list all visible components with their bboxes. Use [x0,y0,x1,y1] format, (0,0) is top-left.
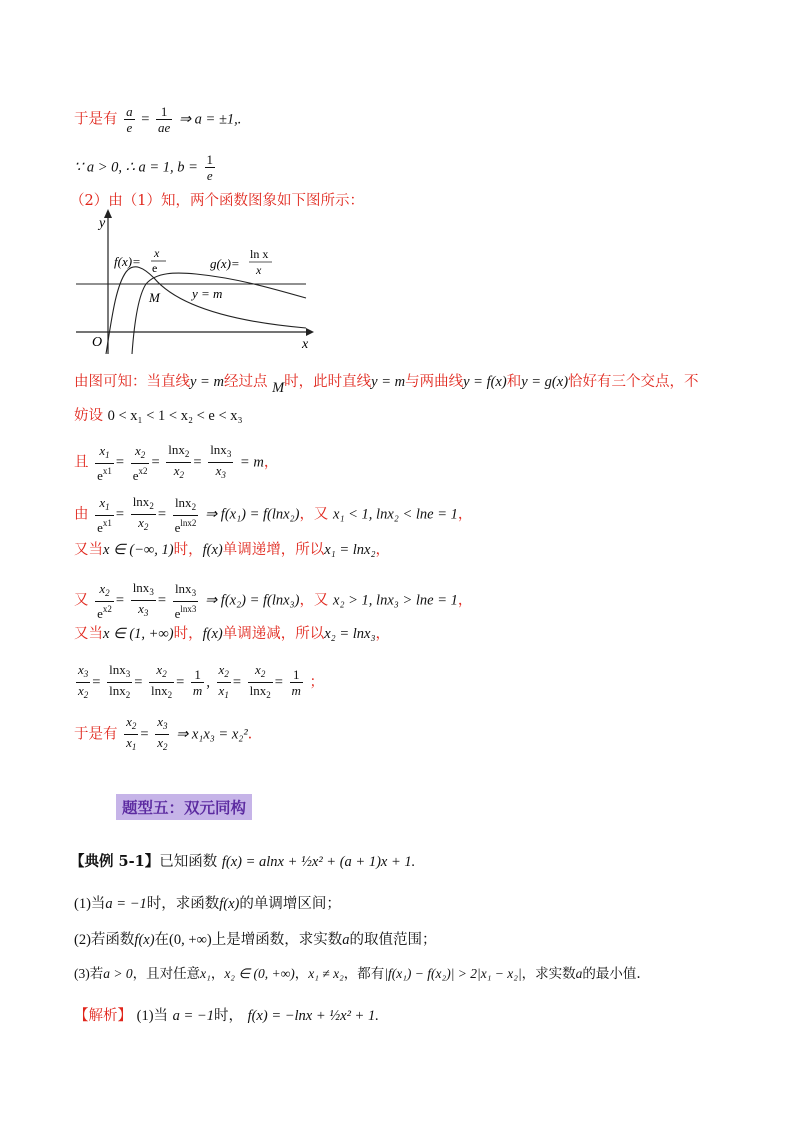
q3-c: ，且对任意 [132,966,201,982]
line-12: 于是有 $\frac{x_2}{x_1}$ = $\frac{x_3}{x_2}$ ⇒ x₁x₃ = x₂². [74,714,253,752]
x-arrow-icon [306,328,314,336]
l2-text: ∵ a > 0, ∴ a = 1, b = [74,159,198,176]
l10-g: ， [375,626,391,642]
g-den: x [256,263,262,277]
sol-b: a = −1 [172,1008,214,1024]
line-3: （2）由（1）知，两个函数图象如下图所示： [70,193,364,209]
l4-c: 经过点 [223,374,268,390]
example-line [70,852,415,872]
l4-f: y = m [371,374,406,390]
line-label: y = m [192,286,223,301]
function-graph [66,206,316,354]
l7-a: 由 [74,506,89,523]
l4-h: y = f(x) [463,374,507,390]
q1-e: 的单调增区间； [239,896,341,912]
frac-1-over-ae: $\frac{1}{ae}$ [158,104,171,135]
question-3 [74,964,641,984]
l12-mid: ⇒ x₁x₃ = x₂² [176,726,248,743]
g-label: g(x)= [210,256,240,271]
q3-n: (3) [74,966,90,981]
line-2 [74,152,217,183]
l4-j: y = g(x) [521,374,569,390]
q3-f: x₂ ∈ (0, +∞) [224,966,295,981]
l12-a: 于是有 [74,726,118,743]
q2-c: 在 [154,932,170,948]
sol-d: f(x) = −lnx + ½x² + 1. [247,1008,379,1024]
l10-e: 单调递减，所以 [222,626,325,642]
l4-b: y = m [190,374,224,390]
example-text: 已知函数 [159,854,218,870]
q1-n: (1) [74,896,91,912]
solution-tag: 【解析】 [74,1008,132,1024]
q3-m: 的最小值. [582,966,641,982]
q3-d: x₁ [200,966,211,981]
q2-n: (2) [74,932,91,948]
l10-d: f(x) [202,626,223,642]
l4-a: 由图可知：当直线 [74,374,190,390]
q1-a: 当 [90,896,106,912]
q3-b: a > 0 [103,966,133,981]
line-11: $\frac{x_3}{x_2}$ = $\frac{\ln x_3}{\ln x_2}$ = $\frac{x_2}{\ln x_2}$ = $\frac{1}{m}$ , $\frac{x_2}{x_1}$ = $\frac{x_2}{\ln x_2}$ = $\frac{1}{m}$ ； [78,662,325,700]
q3-l: a [575,966,583,981]
q2-f: a [342,932,350,948]
solution-line [74,1006,379,1026]
l11-end: ； [309,674,325,691]
q2-a: 若函数 [90,932,135,948]
f-num: x [154,246,160,260]
origin-label: O [92,335,103,350]
l8-a: 又当 [74,542,103,558]
example-formula: f(x) = alnx + ½x² + (a + 1)x + 1. [221,854,416,870]
l9-b: ，又 [299,592,329,609]
q1-d: f(x) [219,896,240,912]
l10-c: 时， [173,626,203,642]
l6-tail: = m [239,454,264,471]
l9-a: 又 [74,592,89,609]
q3-g: ， [294,966,309,982]
x-axis-label: x [302,337,309,352]
line-9: 又 $\frac{x_2}{e^{x2}}$ = $\frac{\ln x_3}{x_3}$ = $\frac{\ln x_3}{e^{lnx3}}$ ⇒ f(x₂) = f(lnx₃)，又 x₂ > 1, lnx₃ > lne = 1， [74,580,473,621]
line-4 [74,372,699,398]
question-1 [74,894,341,914]
l1-tail: ⇒ a = ±1,. [178,111,242,128]
l4-k: 恰好有三个交点，不 [568,374,699,390]
l7-mid: ⇒ f(x₁) = f(lnx₂) [205,506,300,523]
f-label: f(x)= [114,254,141,269]
l12-end: . [247,726,253,743]
q1-b: a = −1 [105,896,147,912]
l7-d: ， [457,506,473,523]
q3-a: 若 [89,966,104,982]
q2-e: 上是增函数，求实数 [211,932,343,948]
example-tag: 【典例 5-1】 [70,853,160,870]
l7-b: ，又 [299,506,329,523]
l8-d: f(x) [202,542,223,558]
l6-end: ， [263,454,279,471]
line-6: 且 $\frac{x_1}{e^{x1}}$ = $\frac{x_2}{e^{x2}}$ = $\frac{\ln x_2}{x_2}$ = $\frac{\ln x_3}{x_3}$ = m， [74,442,279,483]
question-2 [74,930,436,950]
l10-a: 又当 [74,626,103,642]
l4-i: 和 [506,374,522,390]
q3-j: |f(x₁) − f(x₂)| > 2|x₁ − x₂| [384,966,522,981]
q1-c: 时，求函数 [146,896,220,912]
l8-g: ， [375,542,391,558]
frac-1-over-e: $\frac{1}{e}$ [206,152,214,183]
l9-mid: ⇒ f(x₂) = f(lnx₃) [205,592,300,609]
l4-e: 时，此时直线 [284,374,372,390]
line-1: 于是有 $\frac{a}{e}$ = $\frac{1}{ae}$ ⇒ a = ±1,. [74,104,242,135]
q3-e: ， [210,966,225,982]
f-den: e [152,261,158,275]
y-axis-label: y [99,216,106,231]
l6-a: 且 [74,454,89,471]
line-8 [74,540,390,560]
q3-i: ，都有 [343,966,385,982]
l10-b: x ∈ (1, +∞) [103,626,174,642]
sol-c: 时， [213,1008,243,1024]
l9-d: ， [457,592,473,609]
sol-n: (1) [136,1008,154,1024]
q3-h: x₁ ≠ x₂ [308,966,344,981]
l8-e: 单调递增，所以 [222,542,325,558]
sol-a: 当 [153,1008,169,1024]
q2-d: (0, +∞) [169,932,212,948]
q2-g: 的取值范围； [349,932,437,948]
l8-c: 时， [173,542,203,558]
g-num: ln x [250,247,269,261]
curve-f [106,267,306,354]
q3-k: ，求实数 [521,966,576,982]
l10-f: x₂ = lnx₃ [324,626,376,642]
l8-b: x ∈ (−∞, 1) [103,542,174,558]
line-10 [74,624,390,644]
l5-a: 妨设 [74,408,103,424]
l9-c: x₂ > 1, lnx₃ > lne = 1 [333,592,458,609]
l8-f: x₁ = lnx₂ [324,542,376,558]
point-m-label: M [149,290,160,305]
q2-b: f(x) [134,932,155,948]
section-heading: 题型五：双元同构 [116,794,252,820]
l1-prefix: 于是有 [74,111,118,128]
l7-c: x₁ < 1, lnx₂ < lne = 1 [333,506,458,523]
l4-d: M [272,380,285,396]
line-5 [74,406,243,426]
line-7: 由 $\frac{x_1}{e^{x1}}$ = $\frac{\ln x_2}{x_2}$ = $\frac{\ln x_2}{e^{lnx2}}$ ⇒ f(x₁) = f(lnx₂)，又 x₁ < 1, lnx₂ < lne = 1， [74,494,473,535]
l4-g: 与两曲线 [405,374,464,390]
frac-a-over-e: $\frac{a}{e}$ [126,104,133,135]
l5-b: 0 < x₁ < 1 < x₂ < e < x₃ [107,408,243,424]
